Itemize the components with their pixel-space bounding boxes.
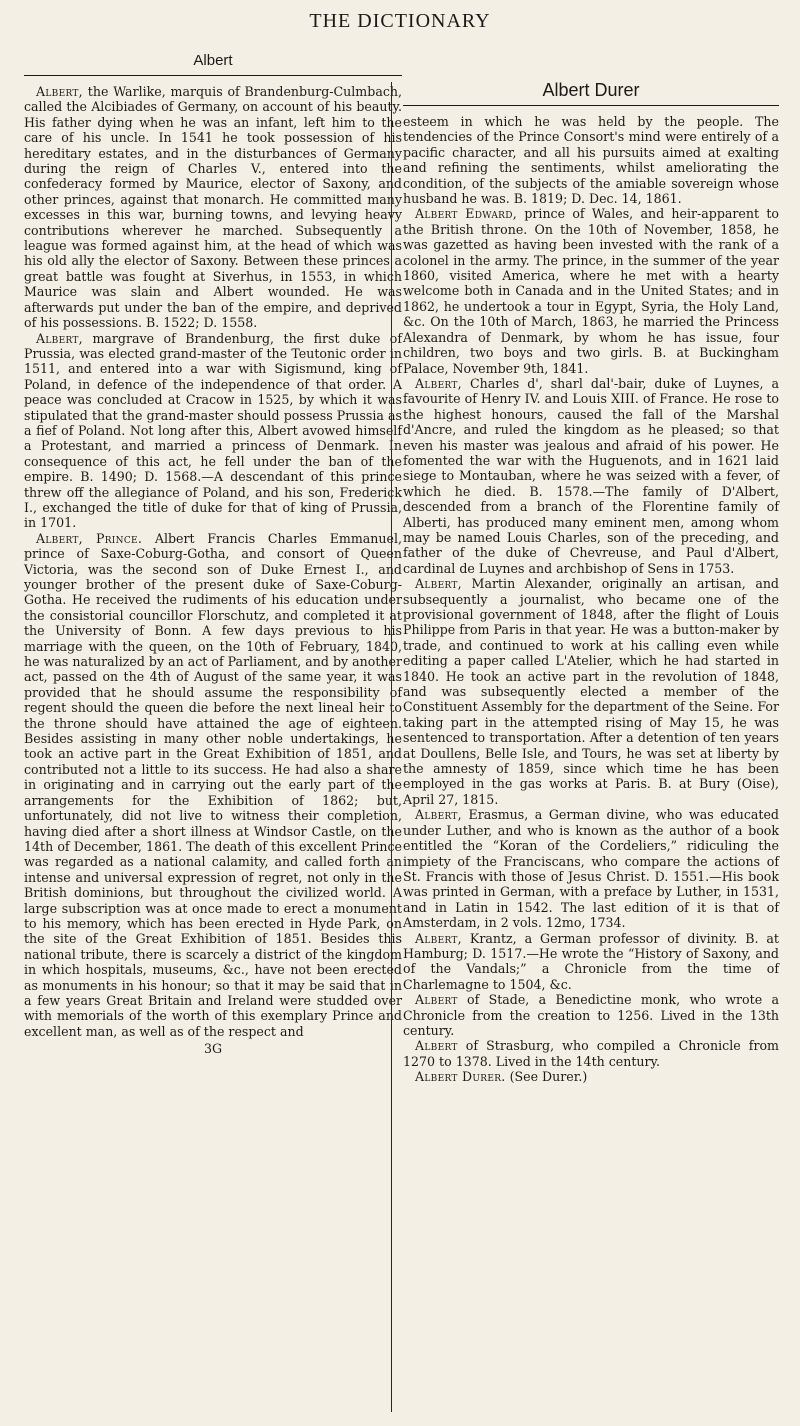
left-column-heading: Albert xyxy=(24,52,402,76)
right-column-rule xyxy=(403,105,779,106)
entry-text: (See Durer.) xyxy=(505,1069,588,1085)
column-divider xyxy=(391,82,392,1412)
entry-headword: Albert, xyxy=(36,330,83,346)
entry-text: esteem in which he was held by the people. The tendencies of the Prince Consort's mind were entirely of a pacific character, and all his pursuits aimed at exalting and refining the sentiments, whilst ameliorating the condition, of the subjects of the amiable sovereign whose husband he was. B. 1819; D. Dec. 14, 1861. xyxy=(403,114,779,207)
right-column-heading: Albert Durer xyxy=(542,80,640,100)
entry-headword: Albert, xyxy=(415,930,462,946)
entry-text: margrave of Brandenburg, the first duke of Prussia, was elected grand-master of the Teutonic order in 1511, and entered into a war with Sigismund, king of Poland, in defence of the independence of that order. A peace was concluded at Cracow in 1525, by which it was stipulated that the grand-master should possess Prussia as a fief of Poland. Not long after this, Albert avowed himself a Protestant, and married a princess of Denmark. In consequence of this act, he fell under the ban of the empire. B. 1490; D. 1568.—A descendant of this prince threw off the allegiance of Poland, and his son, Frederick I., exchanged the title of duke for that of king of Prussia, in 1701. xyxy=(24,330,402,531)
entry-headword: Albert xyxy=(415,992,458,1008)
entry-text: Martin Alexander, originally an artisan, and subsequently a journalist, who became one of the provisional government of 1848, after the flight of Louis Philippe from Paris in that year. He was a button-maker by trade, and continued to work at his calling even while editing a paper called L'Atelier, which he had started in 1840. He took an active part in the revolution of 1848, and was subsequently elected a member of the Constituent Assembly for the department of the Seine. For taking part in the attempted rising of May 15, he was sentenced to transportation. After a detention of ten years at Doullens, Belle Isle, and Tours, he was set at liberty by the amnesty of 1859, since which time he has been employed in the gas works at Paris. B. at Bury (Oise), April 27, 1815. xyxy=(403,576,779,807)
dictionary-entry xyxy=(24,531,402,1039)
entry-text: Krantz, a German professor of divinity. B. at Hamburg; D. 1517.—He wrote the “History of Saxony, and of the Vandals;” a Chronicle from the time of Charlemagne to 1504, &c. xyxy=(403,930,779,992)
dictionary-entry xyxy=(403,376,779,576)
entry-text: of Stade, a Benedictine monk, who wrote a Chronicle from the creation to 1256. Lived in the 13th century. xyxy=(403,992,779,1038)
entry-headword: Albert, xyxy=(36,84,83,99)
right-entries xyxy=(403,114,779,1085)
dictionary-entry xyxy=(24,84,402,331)
entry-text: Charles d', sharl dal'-bair, duke of Luynes, a favourite of Henry IV. and Louis XIII. of France. He rose to the highest honours, caused the fall of the Marshal d'Ancre, and ruled the kingdom as he pleased; so that even his master was jealous and afraid of his power. He fomented the war with the Huguenots, and in 1621 laid siege to Montauban, where he was seized with a fever, of which he died. B. 1578.—The family of D'Albert, descended from a branch of the Florentine family of Alberti, has produced many eminent men, among whom may be named Louis Charles, son of the preceding, and father of the duke of Chevreuse, and Paul d'Albert, cardinal de Luynes and archbishop of Sens in 1753. xyxy=(403,375,779,576)
dictionary-entry xyxy=(403,114,779,206)
dictionary-entry xyxy=(403,1038,779,1069)
dictionary-entry xyxy=(403,807,779,930)
entry-text: Erasmus, a German divine, who was educated under Luther, and who is known as the author of a book entitled the “Koran of the Cordeliers,” ridiculing the impiety of the Franciscans, who compare the actions of St. Francis with those of Jesus Christ. D. 1551.—His book was printed in German, with a preface by Luther, in 1531, and in Latin in 1542. The last edition of it is that of Amsterdam, in 2 vols. 12mo, 1734. xyxy=(403,807,779,931)
dictionary-entry xyxy=(403,206,779,375)
entry-headword: Albert Durer. xyxy=(415,1069,506,1085)
entry-headword: Albert, xyxy=(415,375,462,391)
entry-text: Albert Francis Charles Emmanuel, prince of Saxe-Coburg-Gotha, and consort of Queen Victoria, was the second son of Duke Ernest I., and younger brother of the present duke of Saxe-Coburg-Gotha. He received the rudiments of his education under the consistorial councillor Florschutz, and completed it at the University of Bonn. A few days previous to his marriage with the queen, on the 10th of February, 1840, he was naturalized by an act of Parliament, and by another act, passed on the 4th of August of the same year, it was provided that he should assume the responsibility of regent should the queen die before the next lineal heir to the throne should have attained the age of eighteen. Besides assisting in many other noble undertakings, he took an active part in the Great Exhibition of 1851, and contributed not a little to its success. He had also a share in originating and in carrying out the early part of the arrangements for the Exhibition of 1862; but, unfortunately, did not live to witness their completion, having died after a short illness at Windsor Castle, on the 14th of December, 1861. The death of this excellent Prince was regarded as a national calamity, and called forth an intense and universal expression of regret, not only in the British dominions, but throughout the civilized world. A large subscription was at once made to erect a monument to his memory, which has been erected in Hyde Park, on the site of the Great Exhibition of 1851. Besides this national tribute, there is scarcely a district of the kingdom in which hospitals, museums, &c., have not been erected as monuments in his honour; so that it may be said that in a few years Great Britain and Ireland were studded over with memorials of the worth of this exemplary Prince and excellent man, as well as of the respect and xyxy=(24,530,402,1039)
dictionary-entry xyxy=(403,1069,779,1084)
entry-headword: Albert, xyxy=(415,807,462,823)
running-head: THE DICTIONARY xyxy=(309,10,491,32)
entry-headword: Albert Edward, xyxy=(415,206,518,222)
right-column xyxy=(403,52,779,1085)
entry-text: the Warlike, marquis of Brandenburg-Culmbach, called the Alcibiades of Germany, on account of his beauty. His father dying when he was an infant, left him to the care of his uncle. In 1541 he took possession of his hereditary estates, and in the disturbances of Germany during the reign of Charles V., entered into the confederacy formed by Maurice, elector of Saxony, and other princes, against that monarch. He committed many excesses in this war, burning towns, and levying heavy contributions wherever he marched. Subsequently a league was formed against him, at the head of which was his old ally the elector of Saxony. Between these princes a great battle was fought at Siverhus, in 1553, in which Maurice was slain and Albert wounded. He was afterwards put under the ban of the empire, and deprived of his possessions. B. 1522; D. 1558. xyxy=(24,84,402,331)
left-entries xyxy=(24,84,402,1039)
entry-headword: Albert, Prince. xyxy=(36,530,143,546)
dictionary-entry xyxy=(403,576,779,807)
dictionary-entry xyxy=(403,931,779,993)
dictionary-entry xyxy=(403,992,779,1038)
entry-text: of Strasburg, who compiled a Chronicle from 1270 to 1378. Lived in the 14th century. xyxy=(403,1038,779,1069)
left-column xyxy=(24,52,402,1056)
entry-headword: Albert xyxy=(415,1038,458,1054)
entry-headword: Albert, xyxy=(415,576,462,592)
folio-signature: 3G xyxy=(203,1041,223,1057)
entry-text: prince of Wales, and heir-apparent to the British throne. On the 10th of November, 1858, he was gazetted as having been invested with the rank of a colonel in the army. The prince, in the summer of the year 1860, visited America, where he met with a hearty welcome both in Canada and in the United States; and in 1862, he undertook a tour in Egypt, Syria, the Holy Land, &c. On the 10th of March, 1863, he married the Princess Alexandra of Denmark, by whom he has issue, four children, two boys and two girls. B. at Buckingham Palace, November 9th, 1841. xyxy=(403,206,779,376)
dictionary-entry xyxy=(24,331,402,531)
